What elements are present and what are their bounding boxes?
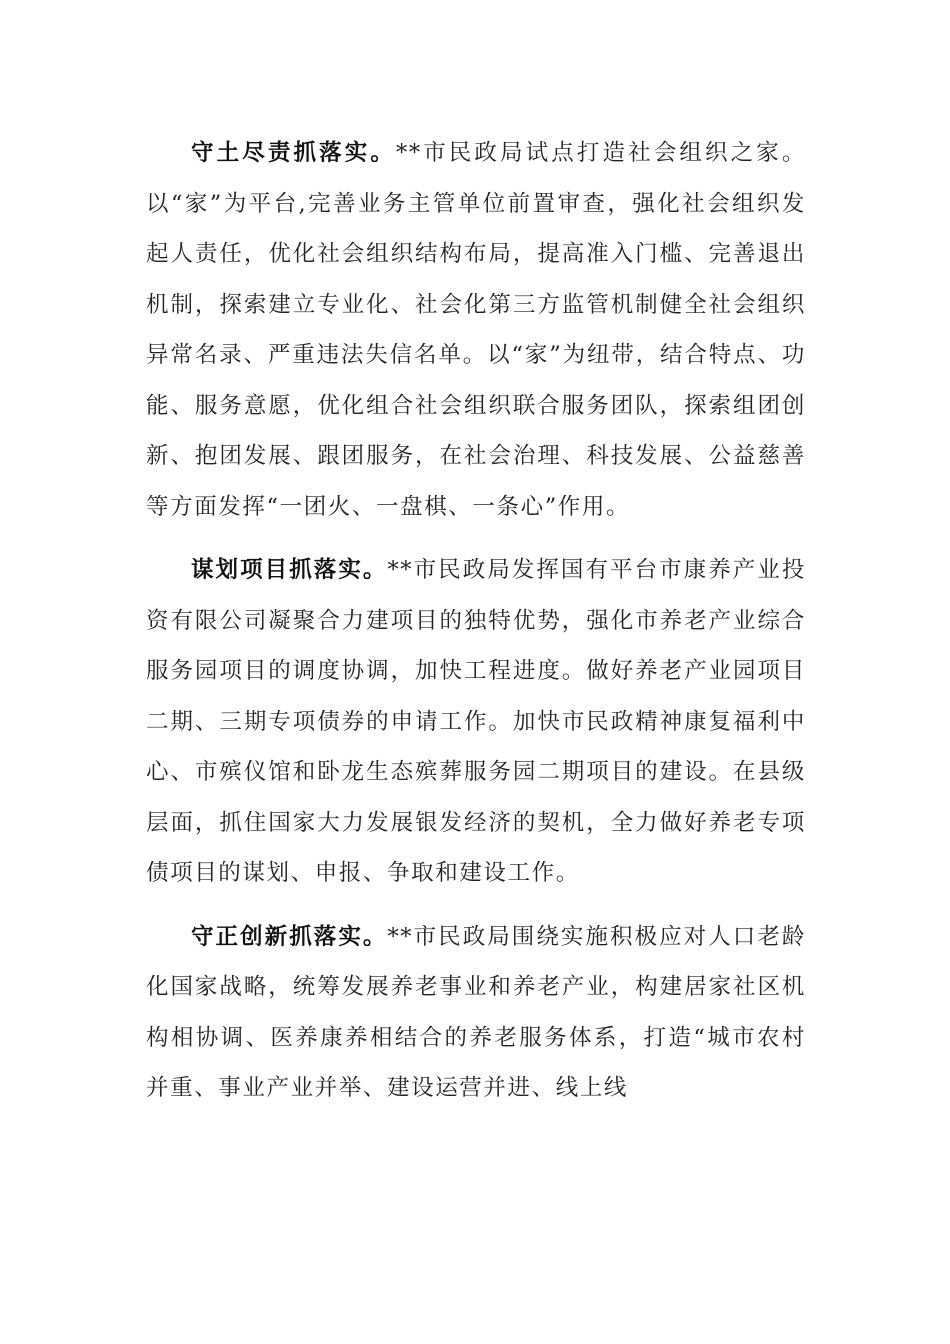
paragraph-3 [146, 912, 806, 1114]
paragraph-2-heading: 谋划项目抓落实。 [191, 557, 388, 583]
document-body [146, 128, 806, 1127]
paragraph-3-heading: 守正创新抓落实。 [191, 923, 388, 950]
paragraph-2-text: **市民政局发挥国有平台市康养产业投资有限公司凝聚合力建项目的独特优势，强化市养老产业综合服务园项目的调度协调，加快工程进度。做好养老产业园项目二期、三期专项债券的申请工作。加快市民政精神康复福利中心、市殡仪馆和卧龙生态殡葬服务园二期项目的建设。在县级层面，抓住国家大力发展银发经济的契机，全力做好养老专项债项目的谋划、申报、争取和建设工作。 [146, 557, 806, 886]
paragraph-1-text: **市民政局试点打造社会组织之家。以“家”为平台,完善业务主管单位前置审查，强化社会组织发起人责任，优化社会组织结构布局，提高准入门槛、完善退出机制，探索建立专业化、社会化第三方监管机制健全社会组织异常名录、严重违法失信名单。以“家”为纽带，结合特点、功能、服务意愿，优化组合社会组织联合服务团队，探索组团创新、抱团发展、跟团服务，在社会治理、科技发展、公益慈善等方面发挥“一团火、一盘棋、一条心”作用。 [146, 140, 806, 520]
paragraph-3-text: **市民政局围绕实施积极应对人口老龄化国家战略，统筹发展养老事业和养老产业，构建居家社区机构相协调、医养康养相结合的养老服务体系，打造“城市农村并重、事业产业并举、建设运营并进、线上线 [146, 923, 806, 1101]
paragraph-1-heading: 守土尽责抓落实。 [191, 140, 396, 166]
paragraph-2 [146, 545, 806, 899]
paragraph-1 [146, 128, 806, 532]
